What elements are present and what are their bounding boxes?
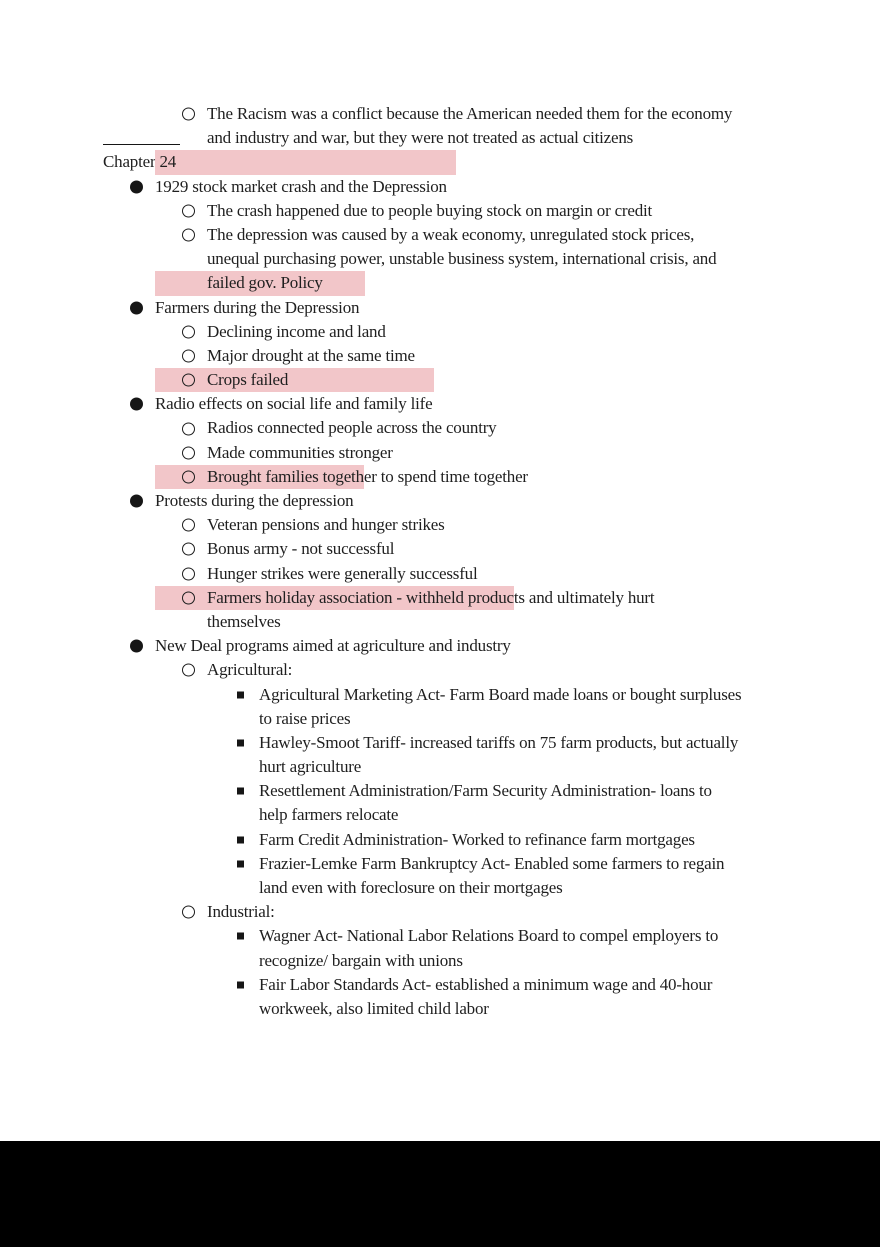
text-run: help farmers relocate [259, 805, 399, 825]
doc-line [0, 900, 880, 924]
doc-line [0, 513, 880, 537]
indent-spacer [103, 513, 155, 537]
text-run: ts and ultimately hurt [513, 587, 655, 607]
doc-line [0, 683, 880, 707]
bullet-box [155, 658, 207, 682]
indent-spacer [103, 247, 207, 271]
bullet-filled-circle-icon [130, 180, 143, 193]
indent-spacer [103, 924, 207, 948]
doc-line [0, 707, 880, 731]
doc-line [0, 658, 880, 682]
bullet-filled-circle-icon [130, 640, 143, 653]
text-run: Frazier-Lemke Farm Bankruptcy Act- Enabled some farmers to regain [259, 853, 725, 873]
document-body [0, 102, 880, 1021]
indent-spacer [103, 368, 155, 392]
doc-line [0, 779, 880, 803]
highlighted-text: Farmers holiday association - withheld produc [207, 586, 514, 610]
indent-spacer [103, 755, 259, 779]
bullet-box [155, 513, 207, 537]
doc-line [0, 392, 880, 416]
text-run: The depression was caused by a weak economy, unregulated stock prices, [207, 224, 695, 244]
indent-spacer [103, 223, 155, 247]
text-run: Wagner Act- National Labor Relations Board to compel employers to [259, 926, 719, 946]
text-run: Hawley-Smoot Tariff- increased tariffs on 75 farm products, but actually [259, 732, 739, 752]
text-run: Radio effects on social life and family life [155, 394, 433, 414]
text-run: Fair Labor Standards Act- established a minimum wage and 40-hour [259, 974, 713, 994]
bullet-box [155, 562, 207, 586]
text-run: Declining income and land [207, 321, 386, 341]
indent-spacer [103, 779, 207, 803]
text-run: The Racism was a conflict because the American needed them for the economy [207, 104, 733, 123]
doc-line [0, 465, 880, 489]
bullet-hollow-circle-icon [182, 204, 195, 217]
bullet-hollow-circle-icon [182, 664, 195, 677]
bullet-box [155, 537, 207, 561]
bullet-box [103, 175, 155, 199]
indent-spacer [103, 199, 155, 223]
bullet-square-icon [237, 836, 244, 843]
bullet-hollow-circle-icon [182, 325, 195, 338]
doc-line [0, 175, 880, 199]
bullet-filled-circle-icon [130, 301, 143, 314]
highlight-extension [155, 271, 207, 295]
doc-line [0, 489, 880, 513]
highlighted-text: 24 [155, 150, 176, 174]
doc-line [0, 441, 880, 465]
indent-spacer [103, 876, 259, 900]
indent-spacer [103, 416, 155, 440]
bullet-box [155, 344, 207, 368]
indent-spacer [103, 465, 155, 489]
bullet-box [155, 368, 207, 392]
doc-line [0, 949, 880, 973]
indent-spacer [103, 586, 155, 610]
indent-spacer [103, 271, 155, 295]
bullet-box [155, 586, 207, 610]
bullet-hollow-circle-icon [182, 567, 195, 580]
bullet-box [155, 416, 207, 440]
indent-spacer [103, 949, 259, 973]
highlighted-text: Crops failed [207, 368, 288, 392]
doc-line [0, 296, 880, 320]
highlighted-text: failed gov. Policy [207, 271, 323, 295]
text-run: hurt agriculture [259, 757, 362, 777]
bullet-box [207, 683, 259, 707]
highlight-extension [288, 368, 434, 392]
bullet-box [207, 828, 259, 852]
doc-line [0, 755, 880, 779]
doc-line [0, 199, 880, 223]
doc-line [0, 852, 880, 876]
doc-line [0, 803, 880, 827]
bullet-hollow-circle-icon [182, 374, 195, 387]
doc-line [0, 102, 880, 126]
bullet-square-icon [237, 691, 244, 698]
text-run: Resettlement Administration/Farm Security Administration- loans to [259, 781, 712, 801]
indent-spacer [103, 537, 155, 561]
bullet-box [103, 634, 155, 658]
doc-line [0, 320, 880, 344]
text-run: and industry and war, but they were not treated as actual citizens [207, 128, 634, 148]
doc-line [0, 537, 880, 561]
highlight-extension [176, 150, 456, 174]
text-run: Hunger strikes were generally successful [207, 563, 478, 583]
bullet-box [155, 441, 207, 465]
bullet-hollow-circle-icon [182, 906, 195, 919]
indent-spacer [103, 562, 155, 586]
letterbox-bar [0, 1141, 880, 1247]
text-run: to raise prices [259, 708, 351, 728]
bullet-square-icon [237, 933, 244, 940]
doc-line [0, 731, 880, 755]
highlighted-text: Brought families togeth [207, 465, 364, 489]
bullet-box [155, 900, 207, 924]
bullet-hollow-circle-icon [182, 108, 195, 121]
bullet-filled-circle-icon [130, 495, 143, 508]
doc-line [0, 126, 880, 150]
doc-line [0, 562, 880, 586]
text-run: Farmers during the Depression [155, 297, 360, 317]
indent-spacer [103, 803, 259, 827]
bullet-hollow-circle-icon [182, 349, 195, 362]
indent-spacer [103, 900, 155, 924]
indent-spacer [103, 973, 207, 997]
chapter-heading [0, 150, 880, 174]
text-run: recognize/ bargain with unions [259, 950, 463, 970]
text-run: er to spend time together [363, 466, 528, 486]
doc-line [0, 973, 880, 997]
bullet-square-icon [237, 860, 244, 867]
doc-line [0, 586, 880, 610]
text-run: workweek, also limited child labor [259, 998, 489, 1018]
bullet-box [155, 199, 207, 223]
indent-spacer [103, 997, 259, 1021]
bullet-hollow-circle-icon [182, 446, 195, 459]
bullet-box [207, 924, 259, 948]
doc-line [0, 610, 880, 634]
text-run: Radios connected people across the country [207, 418, 497, 438]
doc-line [0, 416, 880, 440]
text-run: themselves [207, 611, 281, 631]
bullet-square-icon [237, 788, 244, 795]
indent-spacer [103, 102, 155, 126]
indent-spacer [103, 610, 207, 634]
bullet-hollow-circle-icon [182, 422, 195, 435]
indent-spacer [103, 707, 259, 731]
text-run: Protests during the depression [155, 491, 354, 510]
bullet-box [207, 852, 259, 876]
text-run: Major drought at the same time [207, 345, 415, 365]
text-run: Veteran pensions and hunger strikes [207, 515, 445, 535]
doc-line [0, 368, 880, 392]
text-run: Agricultural Marketing Act- Farm Board made loans or bought surpluses [259, 684, 742, 704]
bullet-box [155, 223, 207, 247]
bullet-hollow-circle-icon [182, 519, 195, 532]
bullet-hollow-circle-icon [182, 470, 195, 483]
indent-spacer [103, 852, 207, 876]
text-run: New Deal programs aimed at agriculture and industry [155, 636, 511, 656]
doc-line [0, 924, 880, 948]
bullet-filled-circle-icon [130, 398, 143, 411]
indent-spacer [103, 441, 155, 465]
indent-spacer [103, 731, 207, 755]
text-run: land even with foreclosure on their mortgages [259, 878, 563, 897]
doc-line [0, 247, 880, 271]
spacer [180, 126, 207, 150]
indent-spacer [103, 828, 207, 852]
bullet-hollow-circle-icon [182, 591, 195, 604]
doc-line [0, 828, 880, 852]
highlight-extension [323, 271, 365, 295]
bullet-hollow-circle-icon [182, 543, 195, 556]
underline-blank [103, 126, 180, 145]
text-run: Farm Credit Administration- Worked to refinance farm mortgages [259, 829, 695, 849]
text-run: unequal purchasing power, unstable business system, international crisis, and [207, 249, 717, 269]
bullet-hollow-circle-icon [182, 229, 195, 242]
bullet-box [155, 465, 207, 489]
bullet-box [207, 779, 259, 803]
bullet-square-icon [237, 981, 244, 988]
bullet-box [207, 973, 259, 997]
text-run: Industrial: [207, 902, 275, 922]
bullet-box [103, 296, 155, 320]
doc-line [0, 223, 880, 247]
bullet-box [103, 489, 155, 513]
text-run: Chapter [103, 152, 156, 172]
text-run: Agricultural: [207, 660, 293, 680]
text-run: 1929 stock market crash and the Depression [155, 176, 447, 196]
doc-line [0, 876, 880, 900]
doc-line [0, 344, 880, 368]
text-run: The crash happened due to people buying stock on margin or credit [207, 200, 653, 220]
doc-line [0, 634, 880, 658]
indent-spacer [103, 683, 207, 707]
text-run: Bonus army - not successful [207, 539, 395, 559]
indent-spacer [103, 344, 155, 368]
bullet-box [207, 731, 259, 755]
indent-spacer [103, 320, 155, 344]
indent-spacer [103, 658, 155, 682]
text-run: Made communities stronger [207, 442, 393, 462]
bullet-box [155, 102, 207, 126]
bullet-square-icon [237, 739, 244, 746]
doc-line [0, 997, 880, 1021]
bullet-box [155, 320, 207, 344]
bullet-box [103, 392, 155, 416]
doc-line [0, 271, 880, 295]
